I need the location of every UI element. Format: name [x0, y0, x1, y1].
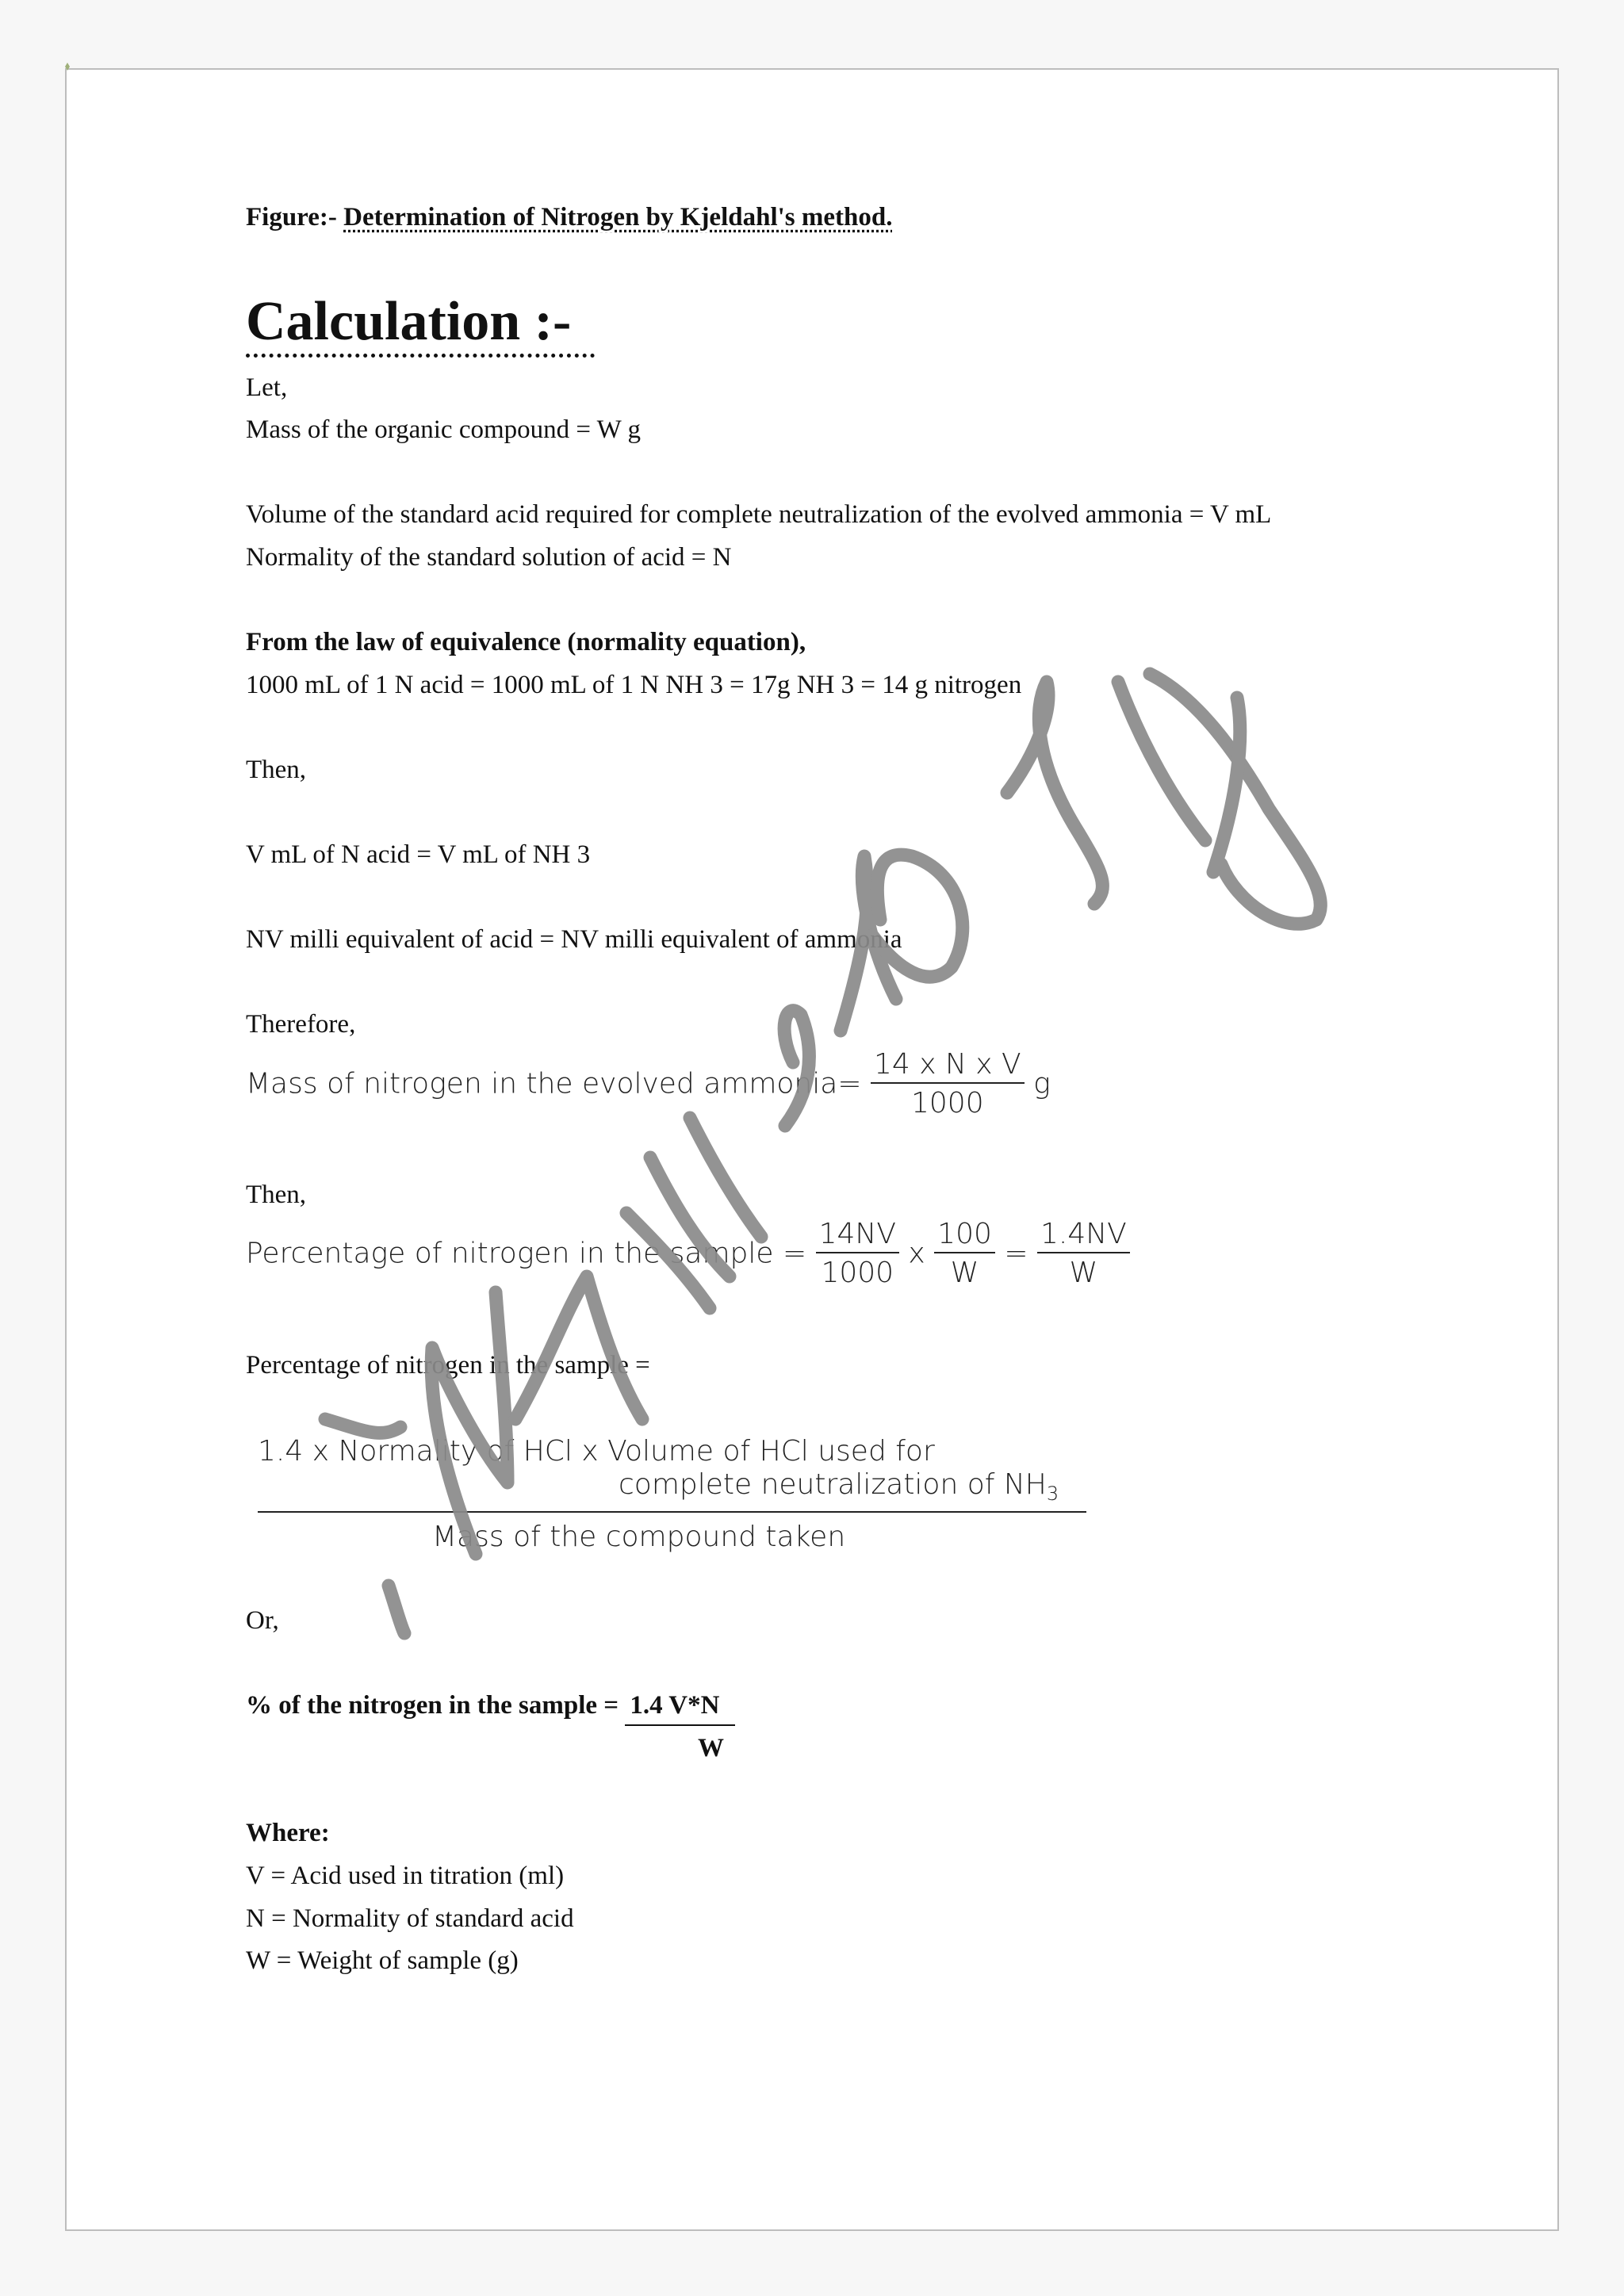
nv-line: NV milli equivalent of acid = NV milli equivalent of ammonia — [246, 925, 902, 954]
hcl-fraction-bar — [258, 1511, 1086, 1513]
volume-definition: Volume of the standard acid required for complete neutralization of the evolved ammonia = V mL — [246, 500, 1272, 529]
percent-fraction-2 — [934, 1218, 995, 1289]
percent-formula-label: Percentage of nitrogen in the sample = — [246, 1237, 807, 1270]
figure-prefix: Figure:- — [246, 203, 337, 232]
then-text-2: Then, — [246, 1181, 307, 1209]
percent-fraction-3 — [1037, 1218, 1130, 1289]
then-text-1: Then, — [246, 756, 307, 784]
mass-formula-fraction — [871, 1048, 1025, 1119]
mass-formula-label: Mass of nitrogen in the evolved ammonia= — [246, 1067, 862, 1100]
n-definition: N = Normality of standard acid — [246, 1904, 574, 1933]
mass-formula-denominator: 1000 — [911, 1087, 984, 1119]
therefore-text: Therefore, — [246, 1010, 356, 1039]
percent-fraction-2-denominator: W — [950, 1257, 979, 1289]
law-heading: From the law of equivalence (normality equation), — [246, 628, 806, 656]
percent-fraction-1-numerator: 14NV — [816, 1218, 899, 1253]
percent-fraction-2-numerator: 100 — [934, 1218, 995, 1253]
final-formula-numerator: 1.4 V*N — [625, 1689, 735, 1726]
normality-definition: Normality of the standard solution of acid = N — [246, 543, 732, 572]
hcl-denominator: Mass of the compound taken — [432, 1521, 846, 1553]
w-definition: W = Weight of sample (g) — [246, 1946, 519, 1975]
percent-fraction-3-numerator: 1.4NV — [1037, 1218, 1130, 1253]
hcl-subscript: 3 — [1046, 1483, 1059, 1506]
let-text: Let, — [246, 373, 288, 402]
figure-title: Determination of Nitrogen by Kjeldahl's method. — [343, 203, 893, 232]
percent-fraction-1-denominator: 1000 — [821, 1257, 894, 1289]
final-formula — [246, 1689, 735, 1726]
or-text: Or, — [246, 1606, 279, 1635]
final-formula-denominator: W — [698, 1734, 724, 1762]
hcl-numerator-line-1: 1.4 x Normality of HCl x Volume of HCl used for — [258, 1435, 935, 1468]
mass-formula-unit: g — [1033, 1067, 1051, 1100]
corner-mark-icon — [63, 62, 71, 71]
equals-sign: = — [1004, 1237, 1028, 1270]
times-sign: x — [908, 1237, 925, 1270]
percent-fraction-1 — [816, 1218, 899, 1289]
equivalence-line: 1000 mL of 1 N acid = 1000 mL of 1 N NH 3 = 17g NH 3 = 14 g nitrogen — [246, 671, 1022, 699]
mass-definition: Mass of the organic compound = W g — [246, 415, 641, 444]
where-heading: Where: — [246, 1819, 330, 1847]
figure-caption — [246, 201, 892, 233]
hcl-numerator-line-2-text: complete neutralization of NH — [619, 1468, 1047, 1501]
percent-label: Percentage of nitrogen in the sample = — [246, 1351, 650, 1380]
hcl-numerator-line-2 — [619, 1468, 1059, 1505]
vml-line: V mL of N acid = V mL of NH 3 — [246, 840, 591, 869]
mass-formula-numerator: 14 x N x V — [871, 1048, 1025, 1084]
percent-formula — [246, 1218, 1130, 1289]
calculation-heading: Calculation :- — [246, 290, 595, 358]
percent-fraction-3-denominator: W — [1069, 1257, 1098, 1289]
v-definition: V = Acid used in titration (ml) — [246, 1862, 565, 1890]
mass-formula — [246, 1048, 1051, 1119]
final-formula-label: % of the nitrogen in the sample = — [246, 1691, 619, 1720]
